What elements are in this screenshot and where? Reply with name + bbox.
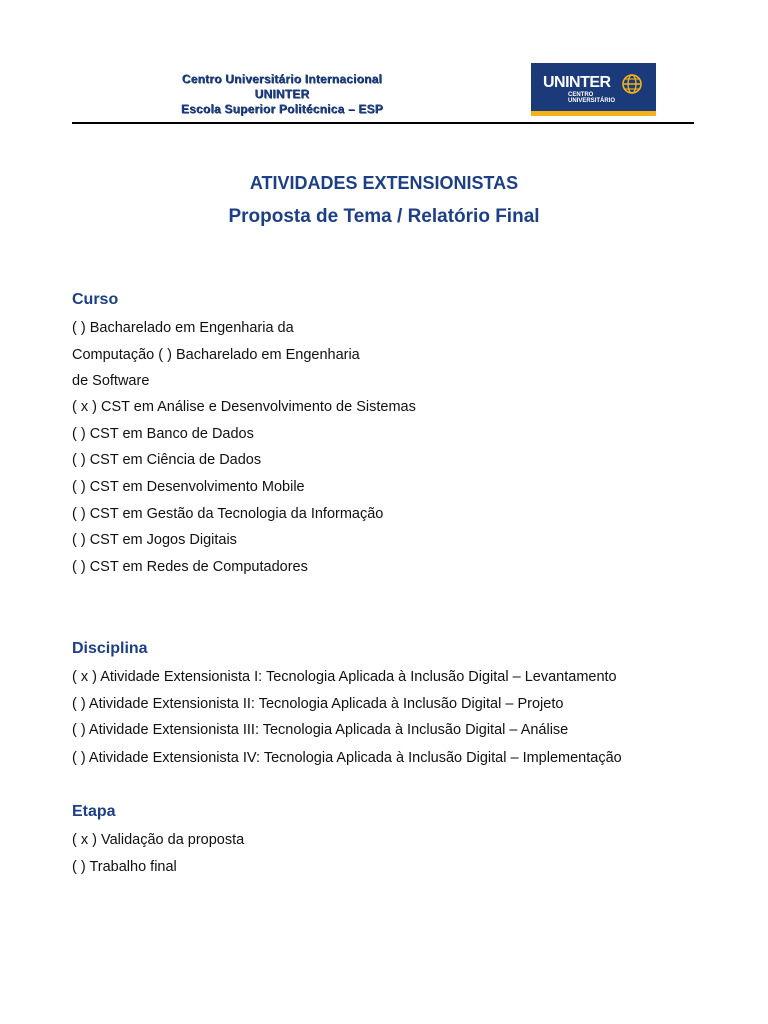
curso-option: ( x ) CST em Análise e Desenvolvimento de Sistemas bbox=[72, 399, 416, 415]
page-subtitle: Proposta de Tema / Relatório Final bbox=[228, 206, 540, 227]
curso-option: ( ) Bacharelado em Engenharia da bbox=[72, 320, 294, 336]
etapa-heading: Etapa bbox=[72, 803, 116, 820]
disciplina-option: ( ) Atividade Extensionista II: Tecnologia Aplicada à Inclusão Digital – Projeto bbox=[72, 696, 564, 712]
document-header bbox=[72, 60, 694, 124]
curso-option: ( ) CST em Jogos Digitais bbox=[72, 532, 237, 548]
curso-heading: Curso bbox=[72, 291, 119, 308]
page-title: ATIVIDADES EXTENSIONISTAS bbox=[249, 173, 519, 193]
disciplina-option: ( ) Atividade Extensionista III: Tecnologia Aplicada à Inclusão Digital – Análise bbox=[72, 722, 569, 738]
curso-option: de Software bbox=[72, 373, 150, 389]
curso-option: ( ) CST em Ciência de Dados bbox=[72, 452, 262, 468]
curso-option: ( ) CST em Banco de Dados bbox=[72, 426, 254, 442]
curso-option: ( ) CST em Redes de Computadores bbox=[72, 559, 308, 575]
curso-option: ( ) CST em Gestão da Tecnologia da Informação bbox=[72, 506, 384, 522]
institution-acronym: UNINTER bbox=[254, 87, 310, 101]
logo-subtitle bbox=[568, 92, 615, 104]
logo-sub-line2: UNIVERSITÁRIO bbox=[568, 98, 616, 104]
institution-name: Centro Universitário Internacional bbox=[181, 72, 383, 86]
logo-name: UNINTER bbox=[543, 74, 611, 91]
etapa-option: ( ) Trabalho final bbox=[72, 859, 177, 875]
curso-option: ( ) CST em Desenvolvimento Mobile bbox=[72, 479, 305, 495]
disciplina-option: ( x ) Atividade Extensionista I: Tecnologia Aplicada à Inclusão Digital – Levantamento bbox=[72, 669, 617, 685]
school-name: Escola Superior Politécnica – ESP bbox=[180, 102, 383, 116]
logo-accent-strip bbox=[531, 111, 656, 116]
uninter-logo bbox=[531, 63, 656, 116]
institution-block bbox=[156, 72, 408, 117]
disciplina-heading: Disciplina bbox=[72, 640, 148, 657]
globe-icon bbox=[621, 73, 643, 95]
logo-sub-line1: CENTRO bbox=[568, 92, 594, 98]
disciplina-option: ( ) Atividade Extensionista IV: Tecnologia Aplicada à Inclusão Digital – Implementação bbox=[72, 750, 622, 766]
etapa-option: ( x ) Validação da proposta bbox=[72, 832, 245, 848]
curso-option: Computação ( ) Bacharelado em Engenharia bbox=[72, 347, 360, 363]
header-divider bbox=[72, 122, 694, 124]
